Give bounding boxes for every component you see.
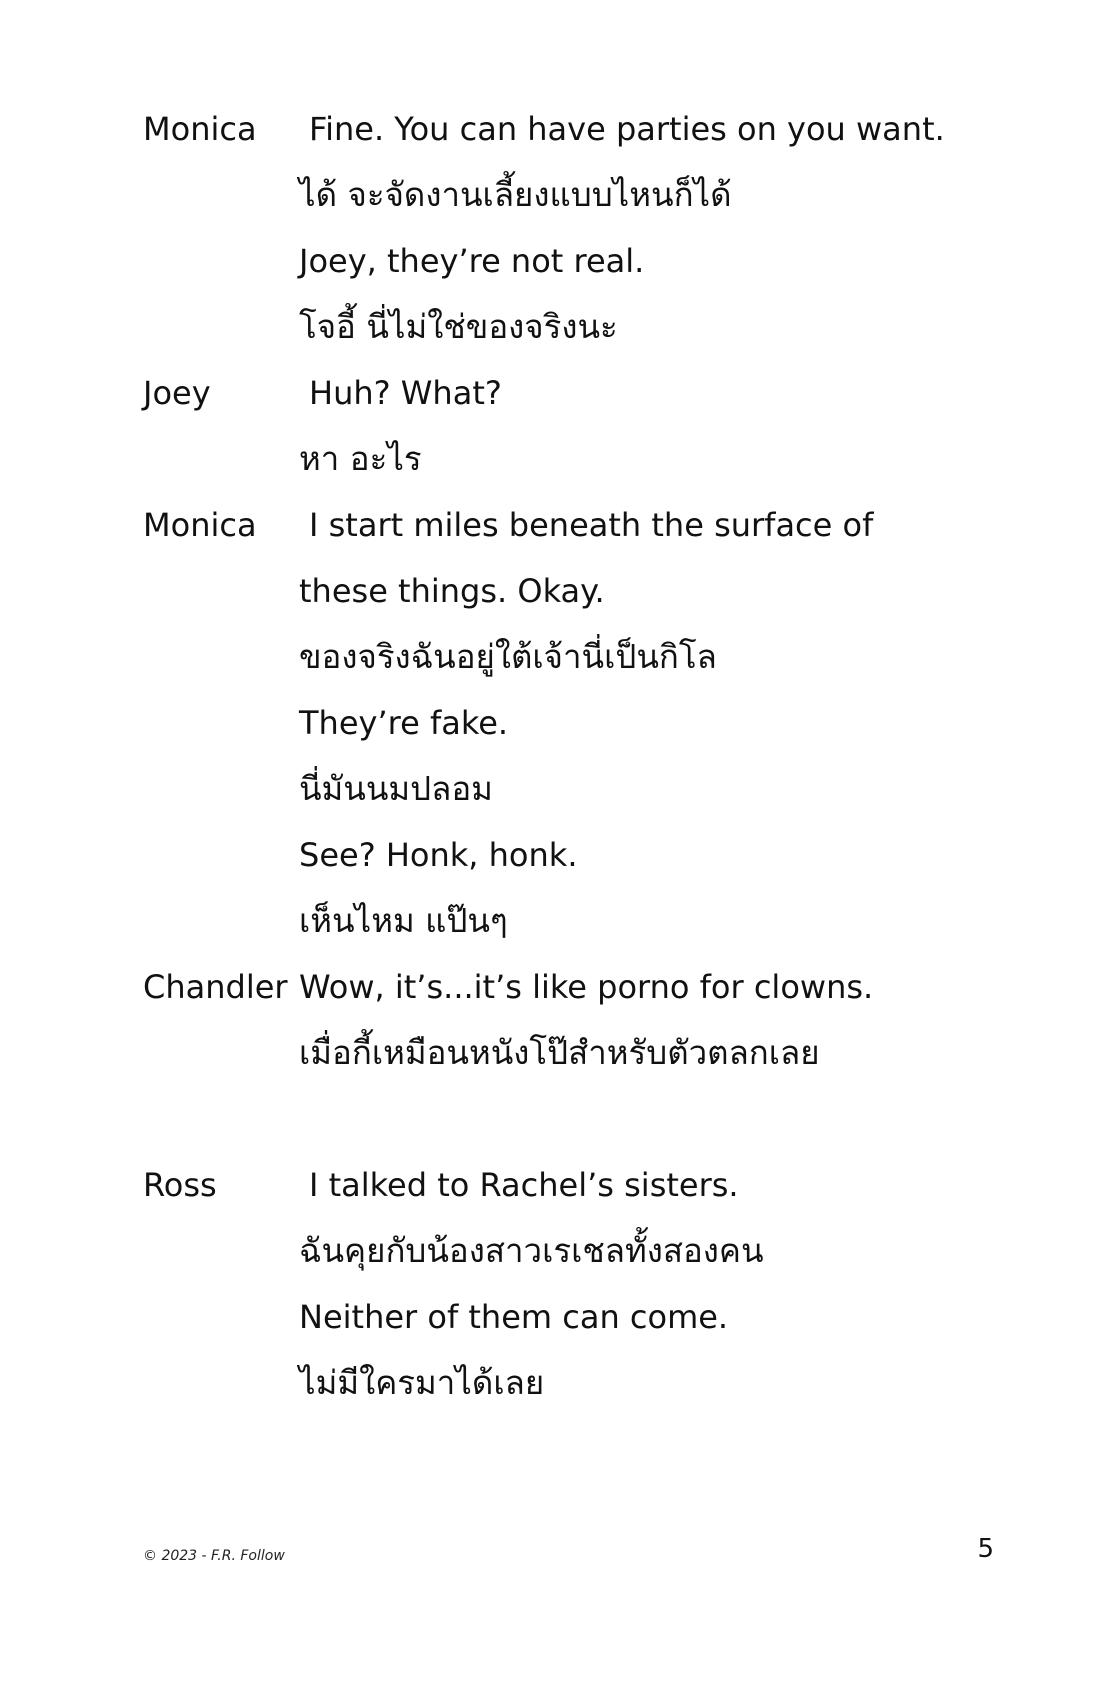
dialogue-line-thai: นี่มันนมปลอม [299,769,493,808]
script-dialogue [143,96,1003,1416]
dialogue-line-thai: ฉันคุยกับน้องสาวเรเชลทั้งสองคน [299,1231,764,1270]
dialogue-block-ross [143,1152,1003,1416]
dialogue-line-thai: ได้ จะจัดงานเลี้ยงแบบไหนก็ได้ [299,175,732,214]
dialogue-lines [299,96,1003,360]
dialogue-lines [299,492,1003,954]
dialogue-line-thai: ของจริงฉันอยู่ใต้เจ้านี่เป็นกิโล [299,637,717,676]
dialogue-block-joey [143,360,1003,492]
dialogue-line-english: See? Honk, honk. [299,836,578,874]
speaker-name: Joey [143,374,211,412]
dialogue-line-thai: โจอี้ นี่ไม่ใช่ของจริงนะ [299,307,618,346]
dialogue-line-english: Fine. You can have parties on you want. [309,110,945,148]
speaker-name: Chandler [143,968,288,1006]
dialogue-line-thai: ไม่มีใครมาได้เลย [299,1363,545,1402]
dialogue-line-english: Neither of them can come. [299,1298,729,1336]
dialogue-block-monica-2 [143,492,1003,954]
speaker-name: Monica [143,506,257,544]
dialogue-line-thai: เมื่อกี้เหมือนหนังโป๊สำหรับตัวตลกเลย [299,1033,820,1072]
page-number: 5 [977,1534,994,1564]
dialogue-line-english: these things. Okay. [299,572,605,610]
dialogue-line-english: Huh? What? [309,374,502,412]
dialogue-block-monica-1 [143,96,1003,360]
speaker-name: Monica [143,110,257,148]
dialogue-line-thai: หา อะไร [299,439,422,478]
dialogue-line-english: Wow, it’s...it’s like porno for clowns. [299,968,874,1006]
dialogue-line-english: I start miles beneath the surface of [309,506,874,544]
dialogue-line-english: Joey, they’re not real. [299,242,645,280]
dialogue-line-english: They’re fake. [299,704,509,742]
dialogue-lines [299,1152,1003,1416]
footer-copyright: © 2023 - F.R. Follow [143,1548,285,1564]
dialogue-block-chandler [143,954,1003,1086]
speaker-name: Ross [143,1166,217,1204]
dialogue-lines [299,360,1003,492]
dialogue-line-thai: เห็นไหม แป๊นๆ [299,901,508,940]
dialogue-line-english: I talked to Rachel’s sisters. [309,1166,739,1204]
dialogue-lines [299,954,1003,1086]
